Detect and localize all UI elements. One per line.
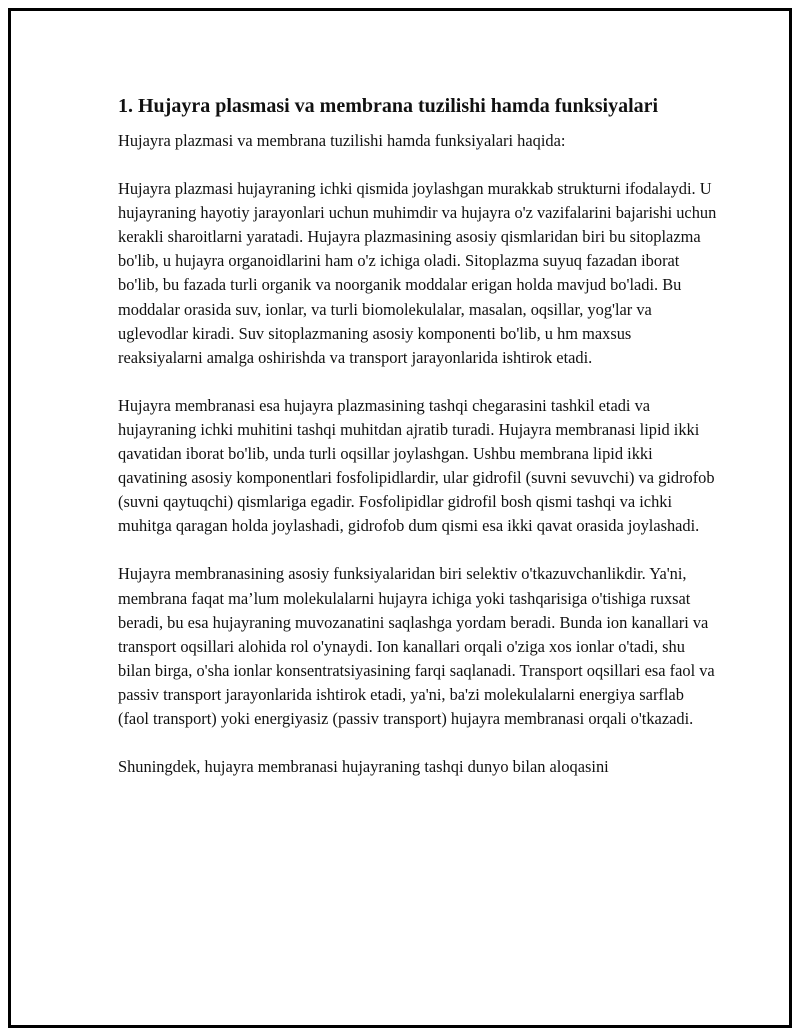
paragraph-membrane-function: Hujayra membranasining asosiy funksiyalaridan biri selektiv o'tkazuvchanlikdir. Ya'ni, membrana faqat ma’lum molekulalarni hujayra ichiga yoki tashqarisiga o'tishiga ruxsat beradi, bu esa hujayraning muvozanatini saqlashga yordam beradi. Bunda ion kanallari va transport oqsillari alohida rol o'ynaydi. Ion kanallari orqali o'ziga xos ionlar o'tadi, shu bilan birga, o'sha ionlar konsentratsiyasining farqi saqlanadi. Transport oqsillari esa faol va passiv transport jarayonlarida ishtirok etadi, ya'ni, ba'zi molekulalarni energiya sarflab (faol transport) yoki energiyasiz (passiv transport) hujayra membranasi orqali o'tkazadi.: [118, 564, 715, 728]
document-body: [118, 93, 718, 803]
intro-paragraph: Hujayra plazmasi va membrana tuzilishi hamda funksiyalari haqida:: [118, 131, 566, 150]
paragraph-membrane-structure: Hujayra membranasi esa hujayra plazmasining tashqi chegarasini tashkil etadi va hujayraning ichki muhitini tashqi muhitdan ajratib turadi. Hujayra membranasi lipid ikki qavatidan iborat bo'lib, unda turli oqsillar joylashgan. Ushbu membrana lipid ikki qavatining asosiy komponentlari fosfolipidlardir, ular gidrofil (suvni sevuvchi) va gidrofob (suvni qaytuqchi) qismlariga egadir. Fosfolipidlar gidrofil bosh qismi tashqi va ichki muhitga qaragan holda joylashadi, gidrofob dum qismi esa ikki qavat orasida joylashadi.: [118, 395, 715, 536]
section-heading: 1. Hujayra plasmasi va membrana tuzilishi hamda funksiyalari: [118, 95, 659, 117]
paragraph-plasma: Hujayra plazmasi hujayraning ichki qismida joylashgan murakkab strukturni ifodalaydi. U hujayraning hayotiy jarayonlari uchun muhimdir va hujayra o'z vazifalarini bajarishi uchun kerakli sharoitlarni yaratadi. Hujayra plazmasining asosiy qismlaridan biri bu sitoplazma bo'lib, u hujayra organoidlarini ham o'z ichiga oladi. Sitoplazma suyuq fazadan iborat bo'lib, bu fazada turli organik va noorganik moddalar erigan holda mavjud bo'ladi. Bu moddalar orasida suv, ionlar, va turli biomolekulalar, masalan, oqsillar, yog'lar va uglevodlar kiradi. Suv sitoplazmaning asosiy komponenti bo'lib, u hm maxsus reaksiyalarni amalga oshirishda va transport jarayonlarida ishtirok etadi.: [118, 179, 717, 367]
paragraph-continuation: Shuningdek, hujayra membranasi hujayraning tashqi dunyo bilan aloqasini: [118, 757, 609, 777]
